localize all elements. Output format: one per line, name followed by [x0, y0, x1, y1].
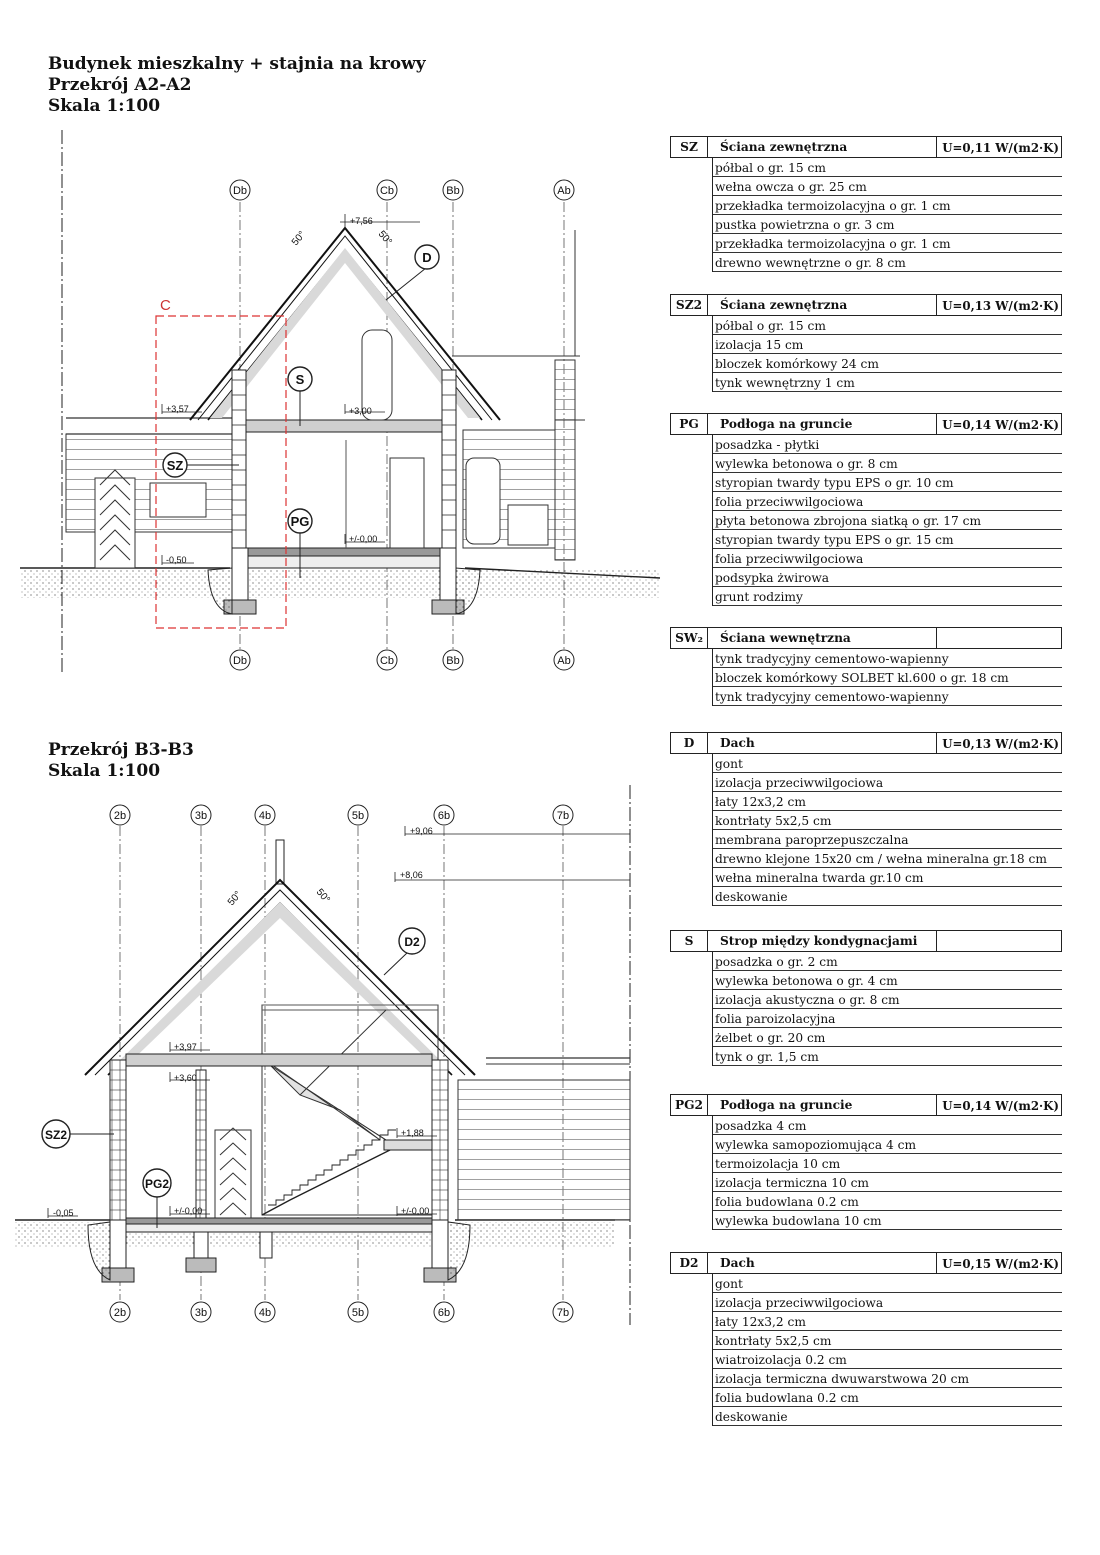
spec-layer-row: tynk tradycyjny cementowo-wapienny	[713, 649, 1062, 668]
spec-layer-row: wylewka samopoziomująca 4 cm	[713, 1135, 1062, 1154]
spec-layer-row: gont	[713, 1274, 1062, 1293]
spec-layer-row: drewno wewnętrzne o gr. 8 cm	[713, 253, 1062, 272]
level-mark: +3,57	[166, 404, 189, 414]
spec-layer-row: bloczek komórkowy 24 cm	[713, 354, 1062, 373]
axis-label: 7b	[556, 1307, 570, 1319]
spec-table-pg2	[670, 1094, 1062, 1230]
spec-u-value: U=0,14 W/(m2·K)	[942, 1099, 1059, 1113]
level-mark: +3,97	[174, 1042, 197, 1052]
spec-u-value	[937, 628, 1061, 648]
level-mark: +1,88	[401, 1128, 424, 1138]
spec-u-value: U=0,13 W/(m2·K)	[942, 737, 1059, 751]
spec-u-value: U=0,14 W/(m2·K)	[942, 418, 1059, 432]
spec-layers	[712, 158, 1062, 272]
roof-angle-label: 50°	[375, 228, 394, 248]
spec-code: PG2	[671, 1095, 708, 1115]
spec-layer-row: tynk wewnętrzny 1 cm	[713, 373, 1062, 392]
axis-label: 7b	[556, 810, 570, 822]
axis-label: Db	[232, 655, 248, 667]
spec-layers	[712, 1274, 1062, 1426]
spec-header	[670, 1094, 1062, 1116]
spec-code: PG	[671, 414, 708, 434]
spec-layer-row: żelbet o gr. 20 cm	[713, 1028, 1062, 1047]
spec-layers	[712, 1116, 1062, 1230]
axis-label: 3b	[194, 810, 208, 822]
spec-layers	[712, 435, 1062, 606]
axis-label: 6b	[437, 1307, 451, 1319]
spec-layer-row: folia paroizolacyjna	[713, 1009, 1062, 1028]
spec-layer-row: grunt rodzimy	[713, 587, 1062, 606]
spec-header	[670, 136, 1062, 158]
spec-table-pg	[670, 413, 1062, 606]
spec-layer-row: kontrłaty 5x2,5 cm	[713, 811, 1062, 830]
axis-label: 4b	[258, 1307, 272, 1319]
level-mark: -0,50	[166, 555, 187, 565]
detail-c-label: C	[160, 297, 171, 314]
spec-layer-row: wełna owcza o gr. 25 cm	[713, 177, 1062, 196]
section-a-scale: Skala 1:100	[48, 96, 161, 116]
axis-label: Ab	[557, 655, 571, 667]
spec-layer-row: półbal o gr. 15 cm	[713, 158, 1062, 177]
spec-layer-row: deskowanie	[713, 1407, 1062, 1426]
spec-layers	[712, 649, 1062, 706]
spec-layer-row: membrana paroprzepuszczalna	[713, 830, 1062, 849]
spec-header	[670, 627, 1062, 649]
level-mark: +7,56	[350, 216, 373, 226]
spec-layer-row: izolacja akustyczna o gr. 8 cm	[713, 990, 1062, 1009]
spec-layer-row: bloczek komórkowy SOLBET kl.600 o gr. 18 cm	[713, 668, 1062, 687]
section-b-title: Przekrój B3-B3	[48, 740, 194, 760]
spec-name: Ściana zewnętrzna	[708, 137, 937, 157]
spec-layer-row: łaty 12x3,2 cm	[713, 1312, 1062, 1331]
spec-header	[670, 1252, 1062, 1274]
spec-layer-row: posadzka 4 cm	[713, 1116, 1062, 1135]
spec-layer-row: folia przeciwwilgociowa	[713, 549, 1062, 568]
callout-label: PG	[290, 514, 310, 529]
spec-layer-row: półbal o gr. 15 cm	[713, 316, 1062, 335]
spec-name: Ściana wewnętrzna	[708, 628, 937, 648]
spec-name: Strop między kondygnacjami	[708, 931, 937, 951]
spec-layers	[712, 316, 1062, 392]
spec-u-value: U=0,15 W/(m2·K)	[942, 1257, 1059, 1271]
roof-angle-label: 50°	[225, 889, 245, 908]
axis-label: Bb	[446, 655, 460, 667]
spec-name: Dach	[708, 733, 937, 753]
axis-label: Bb	[446, 185, 460, 197]
spec-layer-row: folia przeciwwilgociowa	[713, 492, 1062, 511]
axis-label: Ab	[557, 185, 571, 197]
spec-u-value: U=0,11 W/(m2·K)	[942, 141, 1059, 155]
callout-label: S	[295, 372, 305, 387]
spec-table-sw₂	[670, 627, 1062, 706]
callout-label: PG2	[144, 1177, 170, 1191]
level-mark: +/-0,00	[174, 1206, 203, 1216]
level-mark: +/-0,00	[401, 1206, 430, 1216]
spec-layer-row: posadzka o gr. 2 cm	[713, 952, 1062, 971]
spec-layer-row: gont	[713, 754, 1062, 773]
spec-layer-row: tynk o gr. 1,5 cm	[713, 1047, 1062, 1066]
callout-label: SZ	[166, 458, 184, 473]
spec-layer-row: izolacja termiczna 10 cm	[713, 1173, 1062, 1192]
callout-label: SZ2	[44, 1128, 68, 1142]
spec-layer-row: pustka powietrzna o gr. 3 cm	[713, 215, 1062, 234]
axis-label: 3b	[194, 1307, 208, 1319]
spec-table-d	[670, 732, 1062, 906]
spec-layer-row: przekładka termoizolacyjna o gr. 1 cm	[713, 234, 1062, 253]
spec-layers	[712, 754, 1062, 906]
roof-angle-label: 50°	[313, 886, 332, 906]
section-a-title: Przekrój A2-A2	[48, 75, 192, 95]
spec-layer-row: izolacja przeciwwilgociowa	[713, 773, 1062, 792]
axis-label: 6b	[437, 810, 451, 822]
spec-layer-row: łaty 12x3,2 cm	[713, 792, 1062, 811]
axis-label: 5b	[351, 1307, 365, 1319]
spec-table-s	[670, 930, 1062, 1066]
spec-layer-row: wylewka betonowa o gr. 8 cm	[713, 454, 1062, 473]
spec-layer-row: drewno klejone 15x20 cm / wełna mineralna gr.18 cm	[713, 849, 1062, 868]
spec-name: Podłoga na gruncie	[708, 414, 937, 434]
level-mark: +3,60	[174, 1073, 197, 1083]
spec-header	[670, 413, 1062, 435]
spec-code: SZ	[671, 137, 708, 157]
spec-table-d2	[670, 1252, 1062, 1426]
level-mark: +/-0,00	[349, 534, 378, 544]
spec-layers	[712, 952, 1062, 1066]
callout-label: D	[422, 250, 432, 265]
axis-label: 5b	[351, 810, 365, 822]
spec-layer-row: folia budowlana 0.2 cm	[713, 1192, 1062, 1211]
drawing-title: Budynek mieszkalny + stajnia na krowy	[48, 54, 426, 74]
level-mark: +9,06	[410, 826, 433, 836]
axis-label: Db	[232, 185, 248, 197]
spec-table-sz2	[670, 294, 1062, 392]
spec-layer-row: izolacja przeciwwilgociowa	[713, 1293, 1062, 1312]
spec-layer-row: folia budowlana 0.2 cm	[713, 1388, 1062, 1407]
spec-header	[670, 294, 1062, 316]
axis-label: 2b	[113, 1307, 127, 1319]
spec-u-value	[937, 931, 1061, 951]
level-mark: -0,05	[53, 1208, 74, 1218]
axis-label: 2b	[113, 810, 127, 822]
spec-layer-row: deskowanie	[713, 887, 1062, 906]
spec-layer-row: izolacja termiczna dwuwarstwowa 20 cm	[713, 1369, 1062, 1388]
spec-layer-row: wełna mineralna twarda gr.10 cm	[713, 868, 1062, 887]
section-b-scale: Skala 1:100	[48, 761, 161, 781]
section-a-drawing	[20, 130, 660, 672]
spec-layer-row: wiatroizolacja 0.2 cm	[713, 1350, 1062, 1369]
spec-header	[670, 930, 1062, 952]
spec-code: D	[671, 733, 708, 753]
spec-layer-row: posadzka - płytki	[713, 435, 1062, 454]
roof-angle-label: 50°	[289, 229, 309, 248]
axis-label: 4b	[258, 810, 272, 822]
callout-label: D2	[404, 935, 420, 949]
spec-name: Podłoga na gruncie	[708, 1095, 937, 1115]
spec-layer-row: izolacja 15 cm	[713, 335, 1062, 354]
spec-layer-row: kontrłaty 5x2,5 cm	[713, 1331, 1062, 1350]
spec-header	[670, 732, 1062, 754]
spec-code: SZ2	[671, 295, 708, 315]
spec-layer-row: podsypka żwirowa	[713, 568, 1062, 587]
spec-code: D2	[671, 1253, 708, 1273]
spec-name: Dach	[708, 1253, 937, 1273]
spec-u-value: U=0,13 W/(m2·K)	[942, 299, 1059, 313]
spec-layer-row: termoizolacja 10 cm	[713, 1154, 1062, 1173]
spec-code: S	[671, 931, 708, 951]
axis-label: Cb	[379, 185, 395, 197]
level-mark: +8,06	[400, 870, 423, 880]
spec-layer-row: styropian twardy typu EPS o gr. 15 cm	[713, 530, 1062, 549]
spec-layer-row: przekładka termoizolacyjna o gr. 1 cm	[713, 196, 1062, 215]
level-mark: +3,00	[349, 406, 372, 416]
axis-label: Cb	[379, 655, 395, 667]
section-b-drawing	[15, 785, 630, 1325]
spec-layer-row: wylewka betonowa o gr. 4 cm	[713, 971, 1062, 990]
spec-layer-row: tynk tradycyjny cementowo-wapienny	[713, 687, 1062, 706]
spec-table-sz	[670, 136, 1062, 272]
spec-layer-row: wylewka budowlana 10 cm	[713, 1211, 1062, 1230]
spec-layer-row: płyta betonowa zbrojona siatką o gr. 17 cm	[713, 511, 1062, 530]
spec-code: SW₂	[671, 628, 708, 648]
spec-name: Ściana zewnętrzna	[708, 295, 937, 315]
spec-layer-row: styropian twardy typu EPS o gr. 10 cm	[713, 473, 1062, 492]
